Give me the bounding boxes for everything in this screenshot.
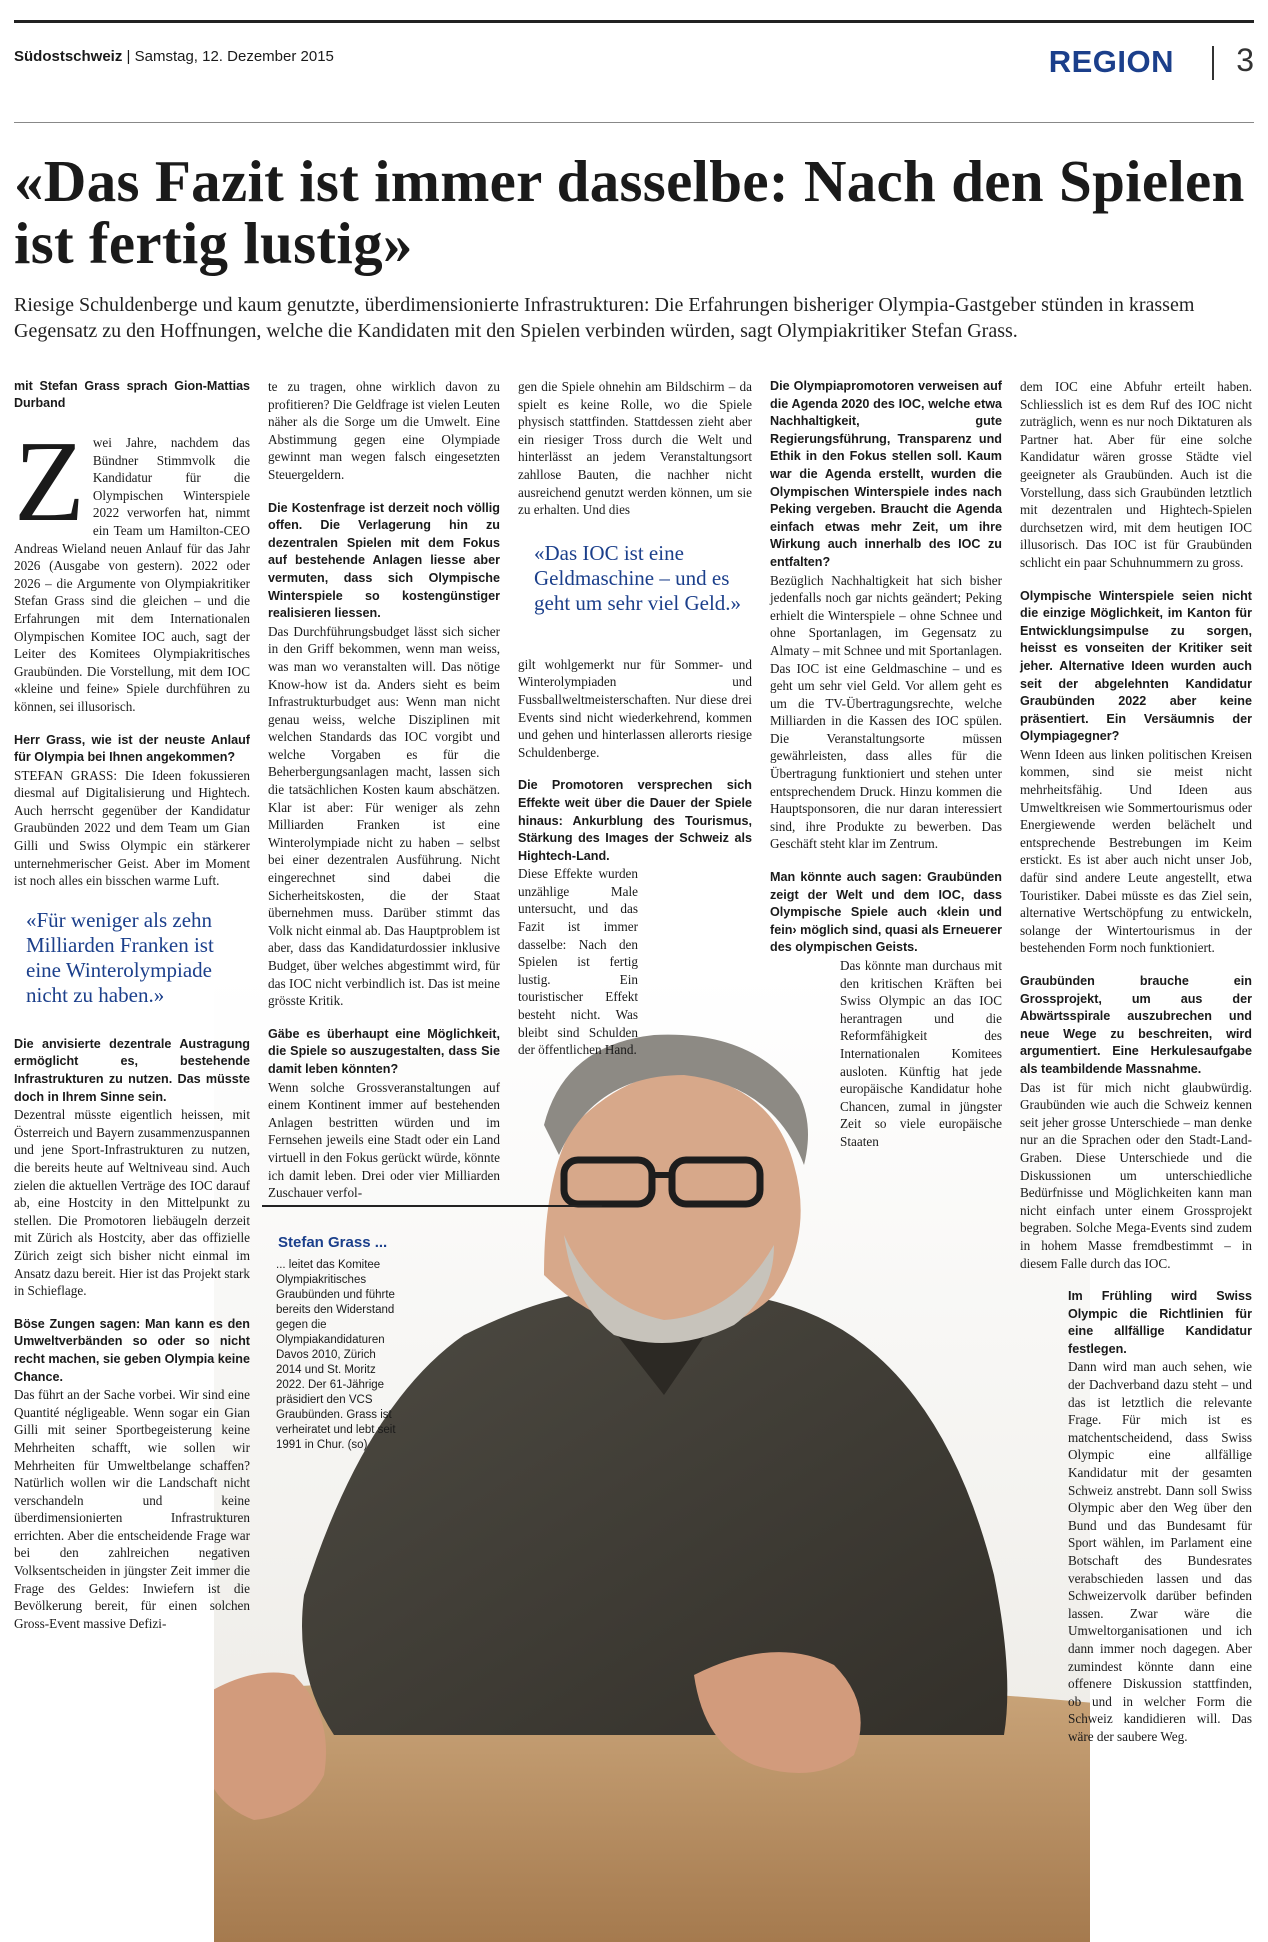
question-10: Graubünden brauche ein Grossprojekt, um aus der Abwärtsspirale auszubrechen und neue Wege zu beschreiten, wird argumentiert. Eine Herkulesaufgabe als teambildende Massnahme. <box>1020 974 1252 1076</box>
question-9: Olympische Winterspiele seien nicht die einzige Möglichkeit, im Kanton für Entwicklungsimpulse zu sorgen, heisst es vonseiten der Kritiker seit jeher. Alternative Ideen wurden auch seit der abgelehnten Kandidatur Graubünden 2022 aber keine präsentiert. Ein Versäumnis der Olympiagegner? <box>1020 588 1252 744</box>
page-header <box>14 44 1254 84</box>
answer-8-continued: dem IOC eine Abfuhr erteilt haben. Schliesslich ist es dem Ruf des IOC nicht zuträglich, wenn es nur noch Diktaturen als Partner hat. Aber für eine solche Kandidatur wären grosse Städte viel geeigneter als Graubünden. Auch ist die Vorstellung, dass sich Graubünden letztlich mit dezentralen und Hightech-Spielen durchsetzen wird, mit dem heutigen IOC illusorisch. Das IOC ist für Graubünden schlicht ein paar Schuhnummern zu gross. <box>1020 379 1252 570</box>
question-8: Man könnte auch sagen: Graubünden zeigt der Welt und dem IOC, dass Olympische Spiele auch ‹klein und fein› möglich sind, quasi als Erneuerer des olympischen Geists. <box>770 870 1002 955</box>
publication-info <box>14 48 334 65</box>
question-1: Herr Grass, wie ist der neuste Anlauf für Olympia bei Ihnen angekommen? <box>14 732 250 765</box>
answer-5: Wenn solche Grossveranstaltungen auf einem Kontinent immer auf bestehenden Anlagen bestritten würden und im Fernsehen jeweils eine Stadt oder ein Land virtuell in den Fokus gerückt würde, könnte ich damit leben. Drei oder vier Milliarden Zuschauer verfol- <box>268 1079 500 1201</box>
pull-quote-2: «Das IOC ist eine Geldmaschine – und es geht um sehr viel Geld.» <box>534 540 742 615</box>
question-3: Böse Zungen sagen: Man kann es den Umweltverbänden so oder so nicht recht machen, sie geben Olympia keine Chance. <box>14 1316 250 1384</box>
drop-cap: Z <box>14 418 85 546</box>
answer-1: STEFAN GRASS: Die Ideen fokussieren diesmal auf Digitalisierung und Hightech. Auch herrscht gegenüber der Kandidatur Graubünden 2022 und dem Team um Gian Gilli und Swiss Olympic ein stärkerer unternehmerischer Geist. Aber im Moment ist noch alles ein bisschen warme Luft. <box>14 767 250 889</box>
column-5 <box>1020 378 1252 1762</box>
column-4 <box>770 378 1002 1167</box>
lead-paragraph: Riesige Schuldenberge und kaum genutzte, überdimensionierte Infrastrukturen: Die Erfahrungen bisheriger Olympia-Gastgeber stünden in krassem Gegensatz zu den Hoffnungen, welche die Kandidaten mit den Spielen verbinden würden, sagt Olympiakritiker Stefan Grass. <box>14 294 1195 342</box>
question-7: Die Olympiapromotoren verweisen auf die Agenda 2020 des IOC, welche etwa Nachhaltigkeit, gute Regierungsführung, Transparenz und Ethik in den Fokus stellen soll. Kaum war die Agenda erstellt, wurden die Olympischen Winterspiele indes nach Peking vergeben. Braucht die Agenda einfach etwas mehr Zeit, um ihre Wirkung auch innerhalb des IOC zu entfalten? <box>770 379 1002 569</box>
header-divider <box>1212 46 1214 80</box>
section-label: REGION <box>1048 44 1174 79</box>
intro-text: wei Jahre, nachdem das Bündner Stimmvolk die Kandidatur für die Olympischen Winterspiele 2022 verworfen hat, nimmt ein Team um Hamilton-CEO Andreas Wieland neuen Anlauf für das Jahr 2026 (Ausgabe von gestern). 2022 oder 2026 – die Argumente von Olympiakritiker Stefan Grass sind die gleichen – und die Erfahrungen mit dem Internationalen Olympischen Komitee IOC auch, sagt der Leiter des Komitees Olympiakritisches Graubünden. Die Vorstellung, mit dem IOC «kleine und feine» Spiele durchführen zu können, sei illusorisch. <box>14 435 250 714</box>
question-6: Die Promotoren versprechen sich Effekte weit über die Dauer der Spiele hinaus: Ankurblung des Tourismus, Stärkung des Images der Schweiz als Hightech-Land. <box>518 778 752 863</box>
answer-10: Das ist für mich nicht glaubwürdig. Graubünden wie auch die Schweiz kennen seit jeher grosse Unterschiede – man denke nur an die Sprachen oder den Stadt-Land-Graben. Diese Unterschiede und die Diskussionen um unterschiedliche Bedürfnisse und Möglichkeiten kann man nicht einfach unter einem Grossprojekt begraben. Solche Mega-Events sind zudem in hohem Masse fremdbestimmt – in diesem Falle durch das IOC. <box>1020 1079 1252 1271</box>
header-rule <box>14 122 1254 123</box>
publication-name: Südostschweiz <box>14 48 123 65</box>
answer-2: Dezentral müsste eigentlich heissen, mit Österreich und Bayern zusammenzuspannen und jene Sport-Infrastrukturen zu nutzen, die bereits heute auf Weltniveau sind. Auch zielen die aktuellen Verträge des IOC darauf ab, eine Hostcity in den Mittelpunkt zu stellen. Die Promotoren liebäugeln derzeit mit Zürich als Hostcity, aber das offizielle Zürich zeigt sich bisher nicht einmal im Ansatz dazu bereit. Hier ist das Projekt stark in Schieflage. <box>14 1107 250 1299</box>
column-2 <box>268 378 500 1218</box>
photo-caption: ... leitet das Komitee Olympiakritisches Graubünden und führte bereits den Widerstand gegen die Olympiakandidaturen Davos 2010, Zürich 2014 und St. Moritz 2022. Der 61-Jährige präsidiert den VCS Graubünden. Grass ist verheiratet und lebt seit 1991 in Chur. (so) <box>276 1259 396 1451</box>
answer-6: Diese Effekte wurden unzählige Male untersucht, und das Fazit ist immer dasselbe: Nach den Spielen ist fertig lustig. Ein touristischer Effekt besteht nicht. Was bleibt sind Schulden der öffentlichen Hand. <box>518 866 638 1058</box>
question-11: Im Frühling wird Swiss Olympic die Richtlinien für eine allfällige Kandidatur festlegen. <box>1068 1289 1252 1356</box>
page-number: 3 <box>1236 42 1254 78</box>
answer-8: Das könnte man durchaus mit den kritischen Kräften bei Swiss Olympic an das IOC herantragen und die Reformfähigkeit des Internationalen Komitees ausloten. Künftig hat jede europäische Kandidatur hohe Chancen, zumal in jüngster Zeit so viele europäische Staaten <box>840 958 1002 1149</box>
answer-3: Das führt an der Sache vorbei. Wir sind eine Quantité négligeable. Wenn sogar ein Gian Gilli mit seiner Sportbegeisterung keine Mehrheiten schafft, wie sollen wir Mehrheiten für Umweltbelange schaffen? Natürlich wollen wir die Landschaft nicht verschandeln und keine überdimensionierten Infrastrukturen errichten. Aber die entscheidende Frage war bei den zahlreichen negativen Volksentscheiden in jüngster Zeit immer die Frage des Geldes: Inwiefern ist die Bevölkerung bereit, für einen solchen Gross-Event massive Defizi- <box>14 1387 250 1631</box>
answer-5-end: gilt wohlgemerkt nur für Sommer- und Winterolympiaden und Fussballweltmeisterschaften. Nur diese drei Events sind nicht wiederkehrend, kommen und gehen und hinterlassen allerorts riesige Schuldenberge. <box>518 656 752 760</box>
pull-quote-1: «Für weniger als zehn Milliarden Franken ist eine Winterolympiade nicht zu haben.» <box>26 907 214 1007</box>
question-5: Gäbe es überhaupt eine Möglichkeit, die Spiele so auszugestalten, dass Sie damit leben könnten? <box>268 1026 500 1076</box>
answer-4: Das Durchführungsbudget lässt sich sicher in den Griff bekommen, wenn man weiss, was man wo veranstalten will. Das nötige Know-how ist da. Anders sieht es beim Infrastrukturbudget aus: Wenn man nicht genau weiss, welche Disziplinen mit welchen Standards das IOC vorgibt und welche Vorgaben es für die Beherbergungsanlagen macht, lassen sich die tatsächlichen Kosten kaum abschätzen. Klar ist aber: Für weniger als zehn Milliarden Franken ist eine Winterolympiade nicht zu haben – selbst bei einer dezentralen Ausführung. Nicht eingerechnet sind dabei die Sicherheitskosten, die der Staat übernehmen muss. Darüber stimmt das Volk nicht einmal ab. Das Hauptproblem ist aber, dass das Kandidaturdossier inklusive Budget, über welches abgestimmt wird, für das IOC nicht verbindlich ist. Das ist meine grösste Kritik. <box>268 623 500 1009</box>
answer-9: Wenn Ideen aus linken politischen Kreisen kommen, sind sie meist nicht mehrheitsfähig. Und Ideen aus Umweltkreisen wie Sommertourismus oder Energiewende werden belächelt und entsprechende Bestrebungen im Keim erstickt. Es ist aber auch nicht unser Job, dafür sind andere Leute angestellt, etwa Touristiker. Dabei müsste es das Ziel sein, alternative Wertschöpfung zu entwickeln, solange der Wintertourismus in der bestehenden Form noch funktioniert. <box>1020 746 1252 956</box>
top-rule <box>14 20 1254 23</box>
answer-5-continued: gen die Spiele ohnehin am Bildschirm – da spielt es keine Rolle, wo die Spiele physisch stattfinden. Stattdessen zieht aber ein riesiger Tross durch die Welt und hinterlässt an jedem Veranstaltungsort zahllose Bauten, die nachher nicht ausreichend genutzt werden können, um sie zu erhalten. Und dies <box>518 379 752 518</box>
column-1 <box>14 378 250 1648</box>
caption-title: Stefan Grass ... <box>278 1234 388 1251</box>
answer-11: Dann wird man auch sehen, wie der Dachverband dazu steht – und das ist letztlich die relevante Frage. Für mich ist es matchentscheidend, dass Swiss Olympic eine allfällige Kandidatur mit der gesamten Schweiz anstrebt. Dann soll Swiss Olympic aber den Weg über den Bund und das Bundesamt für Sport wählen, im Parlament eine Botschaft des Bundesrates verabschieden lassen und das Schweizervolk darüber befinden lassen. Zwar wäre die Umweltorganisationen und ich dann immer noch dagegen. Aber zumindest könnte dann eine offenere Diskussion stattfinden, ob und in welcher Form die Schweiz kandidieren will. Das wäre der saubere Weg. <box>1068 1359 1252 1744</box>
headline: «Das Fazit ist immer dasselbe: Nach den Spielen ist fertig lustig» <box>14 148 1245 276</box>
question-2: Die anvisierte dezentrale Austragung ermöglicht es, bestehende Infrastrukturen zu nutzen. Das müsste doch in Ihrem Sinne sein. <box>14 1036 250 1104</box>
column-3 <box>518 378 752 1075</box>
answer-3-continued: te zu tragen, ohne wirklich davon zu profitieren? Die Geldfrage ist vielen Leuten näher als die Sorge um die Umwelt. Eine Abstimmung gegen eine Olympiade gewinnt man wegen falsch eingesetzten Steuergeldern. <box>268 379 500 482</box>
question-4: Die Kostenfrage ist derzeit noch völlig offen. Die Verlagerung hin zu dezentralen Spielen mit dem Fokus auf bestehende Anlagen liesse aber vermuten, dass sich Olympische Winterspiele so kostengünstiger realisieren liessen. <box>268 500 500 621</box>
answer-7: Bezüglich Nachhaltigkeit hat sich bisher jedenfalls noch gar nichts geändert; Peking erhielt die Winterspiele – ohne Schnee und ohne Sportanlagen, im Gegensatz zu Almaty – mit Schnee und mit Sportanlagen. Das IOC ist eine Geldmaschine – und es geht um sehr viel Geld. Vor allem geht es um die TV-Übertragungsrechte, welche Milliarden in die Kassen des IOC spülen. Die Veranstaltungsorte müssen gewährleisten, dass alles für die Übertragung funktioniert und stehen unter entsprechendem Druck. Hinzu kommen die Hauptsponsoren, die nur daran interessiert sind, ihre Produkte zu bewerben. Das Geschäft steht klar im Zentrum. <box>770 572 1002 852</box>
issue-date: | Samstag, 12. Dezember 2015 <box>126 48 334 65</box>
byline: mit Stefan Grass sprach Gion-Mattias Durband <box>14 379 250 410</box>
